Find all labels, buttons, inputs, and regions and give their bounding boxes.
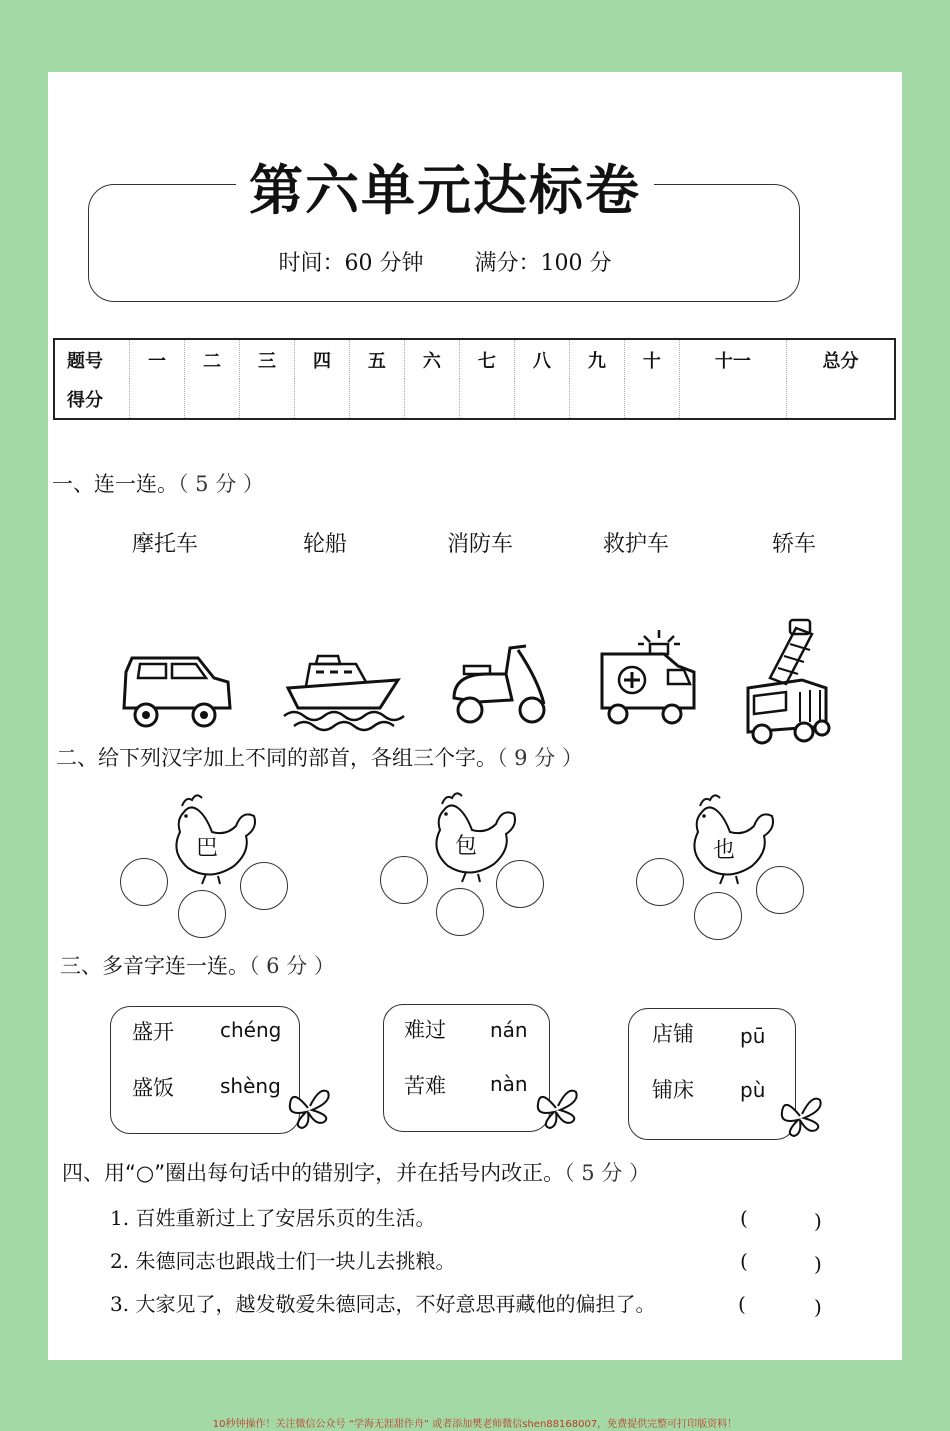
score-cell[interactable] xyxy=(786,379,895,419)
section-3-points: （ 6 分 ） xyxy=(249,954,335,978)
answer-paren-close: ) xyxy=(814,1295,822,1319)
answer-circle[interactable] xyxy=(636,858,684,906)
section-1-title: 一、连一连。 xyxy=(52,472,178,496)
butterfly-icon xyxy=(534,1086,582,1130)
score-cell[interactable] xyxy=(239,379,294,419)
page-title: 第六单元达标卷 xyxy=(249,158,641,222)
polyphone-word: 难过 xyxy=(404,1018,446,1042)
polyphone-pinyin: nán xyxy=(490,1018,528,1042)
label-car: 轿车 xyxy=(772,532,817,557)
score-col: 九 xyxy=(569,339,624,379)
score-cell[interactable] xyxy=(624,379,679,419)
score-col: 总分 xyxy=(786,339,895,379)
label-fire-truck: 消防车 xyxy=(447,532,514,557)
fire-truck-icon xyxy=(742,618,834,744)
polyphone-word: 苦难 xyxy=(404,1074,446,1098)
answer-circle[interactable] xyxy=(496,860,544,908)
question-item-3: 3. 大家见了，越发敬爱朱德同志，不好意思再藏他的偏担了。 xyxy=(110,1292,656,1316)
answer-circle[interactable] xyxy=(178,890,226,938)
score-col: 七 xyxy=(459,339,514,379)
hen-char-bao: 包 xyxy=(455,834,478,859)
score-table-score-row xyxy=(54,379,895,419)
answer-paren-open: ( xyxy=(740,1206,748,1230)
exam-meta xyxy=(0,246,890,277)
section-3-heading xyxy=(60,950,335,980)
answer-circle[interactable] xyxy=(120,858,168,906)
exam-time: 时间：60 分钟 xyxy=(278,251,424,276)
car-icon xyxy=(118,650,236,730)
score-cell[interactable] xyxy=(569,379,624,419)
score-col: 一 xyxy=(130,339,185,379)
polyphone-pinyin: pū xyxy=(740,1024,766,1048)
question-item-2: 2. 朱德同志也跟战士们一块儿去挑粮。 xyxy=(110,1249,456,1273)
score-col: 五 xyxy=(349,339,404,379)
score-table-label-number: 题号 xyxy=(67,350,103,372)
score-cell[interactable] xyxy=(459,379,514,419)
label-ambulance: 救护车 xyxy=(603,532,670,557)
question-item-1: 1. 百姓重新过上了安居乐页的生活。 xyxy=(110,1206,436,1230)
score-cell[interactable] xyxy=(349,379,404,419)
polyphone-pinyin: chéng xyxy=(220,1018,282,1042)
answer-circle[interactable] xyxy=(694,892,742,940)
section-2-points: （ 9 分 ） xyxy=(497,746,583,770)
score-table-label-score: 得分 xyxy=(67,389,103,411)
ship-icon xyxy=(282,650,402,730)
answer-paren-open: ( xyxy=(738,1292,746,1316)
promo-footer: 10秒钟操作！关注微信公众号 “学海无涯甜作舟” 或者添加樊老师微信shen88168007，免费提供完整可打印版资料！ xyxy=(212,1419,738,1430)
polyphone-word: 店铺 xyxy=(652,1022,694,1046)
score-col: 四 xyxy=(294,339,349,379)
polyphone-pinyin: shèng xyxy=(220,1074,281,1098)
score-col: 十 xyxy=(624,339,679,379)
polyphone-word: 铺床 xyxy=(652,1078,694,1102)
section-4-heading xyxy=(62,1157,650,1187)
score-col: 六 xyxy=(404,339,459,379)
score-col: 八 xyxy=(514,339,569,379)
ambulance-icon xyxy=(598,628,698,728)
section-2-heading xyxy=(56,742,583,772)
hen-char-ye: 也 xyxy=(713,838,736,863)
score-cell[interactable] xyxy=(679,379,786,419)
answer-circle[interactable] xyxy=(756,866,804,914)
section-2-title: 二、给下列汉字加上不同的部首，各组三个字。 xyxy=(56,746,497,770)
answer-paren-close: ) xyxy=(814,1252,822,1276)
section-4-points: （ 5 分 ） xyxy=(564,1161,650,1185)
polyphone-word: 盛饭 xyxy=(132,1076,174,1100)
score-table xyxy=(53,338,896,420)
motorcycle-icon xyxy=(448,640,552,728)
answer-circle[interactable] xyxy=(380,856,428,904)
score-cell[interactable] xyxy=(294,379,349,419)
answer-paren-close: ) xyxy=(814,1209,822,1233)
score-col: 三 xyxy=(239,339,294,379)
butterfly-icon xyxy=(286,1086,334,1130)
label-motorcycle: 摩托车 xyxy=(132,532,199,557)
section-1-heading xyxy=(52,468,264,498)
section-3-title: 三、多音字连一连。 xyxy=(60,954,249,978)
polyphone-pinyin: pù xyxy=(740,1078,766,1102)
score-table-header-row xyxy=(54,339,895,379)
score-cell[interactable] xyxy=(514,379,569,419)
section-4-title: 四、用“○”圈出每句话中的错别字，并在括号内改正。 xyxy=(62,1161,565,1185)
label-ship: 轮船 xyxy=(303,532,348,557)
hen-char-ba: 巴 xyxy=(196,836,219,861)
polyphone-pinyin: nàn xyxy=(490,1072,528,1096)
section-1-points: （ 5 分 ） xyxy=(178,472,264,496)
score-cell[interactable] xyxy=(130,379,185,419)
answer-circle[interactable] xyxy=(436,888,484,936)
score-col: 十一 xyxy=(679,339,786,379)
polyphone-word: 盛开 xyxy=(132,1020,174,1044)
answer-circle[interactable] xyxy=(240,862,288,910)
answer-paren-open: ( xyxy=(740,1249,748,1273)
score-cell[interactable] xyxy=(184,379,239,419)
exam-full-score: 满分：100 分 xyxy=(474,251,612,276)
score-col: 二 xyxy=(184,339,239,379)
score-cell[interactable] xyxy=(404,379,459,419)
butterfly-icon xyxy=(778,1094,826,1138)
